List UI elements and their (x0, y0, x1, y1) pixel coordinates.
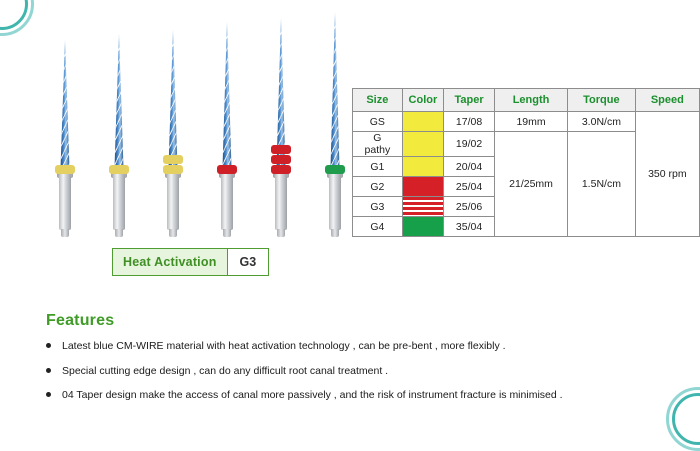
instrument-color-ring (109, 165, 129, 174)
table-header-row (353, 89, 700, 112)
instrument-shank (59, 174, 71, 230)
instrument-blade (320, 12, 350, 168)
instrument-g1 (158, 18, 188, 238)
cell-color (402, 112, 443, 132)
cell-size: G3 (353, 197, 403, 217)
table-header-size: Size (353, 89, 403, 112)
instrument-color-ring (325, 165, 345, 174)
cell-taper: 17/08 (444, 112, 495, 132)
color-swatch-yellow (403, 157, 443, 176)
cell-size: G pathy (353, 132, 403, 157)
cell-speed: 350 rpm (635, 112, 699, 237)
instrument-blade (50, 40, 80, 168)
feature-text: Latest blue CM-WIRE material with heat activation technology , can be pre-bent , more flexibly . (62, 340, 506, 352)
color-swatch-red-striped (403, 197, 443, 216)
cell-size: GS (353, 112, 403, 132)
instrument-shank (329, 174, 341, 230)
list-item (46, 365, 666, 378)
cell-length: 21/25mm (494, 132, 567, 237)
instrument-color-ring (163, 155, 183, 164)
feature-text: 04 Taper design make the access of canal more passively , and the risk of instrument fracture is minimised . (62, 389, 563, 402)
color-swatch-yellow (403, 132, 443, 156)
instrument-blade-flutes (115, 34, 124, 168)
instrument-color-ring (271, 145, 291, 154)
color-swatch-red (403, 177, 443, 196)
cell-taper: 25/06 (444, 197, 495, 217)
table-header-speed: Speed (635, 89, 699, 112)
cell-size: G4 (353, 217, 403, 237)
cell-color (402, 157, 443, 177)
instrument-color-ring (163, 165, 183, 174)
bullet-icon (46, 368, 51, 373)
cell-taper: 19/02 (444, 132, 495, 157)
cell-torque: 3.0N/cm (568, 112, 636, 132)
instrument-shank (275, 174, 287, 230)
decorative-arc-bottom-right-outer (666, 387, 700, 451)
instrument-color-ring (217, 165, 237, 174)
cell-size: G1 (353, 157, 403, 177)
instrument-blade (212, 22, 242, 168)
instrument-g4 (320, 18, 350, 238)
instrument-blade-flutes (331, 12, 340, 168)
instrument-g3 (266, 18, 296, 238)
table-header-taper: Taper (444, 89, 495, 112)
instrument-blade (104, 34, 134, 168)
heat-activation-label: Heat Activation (113, 249, 227, 275)
instrument-color-ring (271, 165, 291, 174)
cell-color (402, 217, 443, 237)
heat-activation-badge (112, 248, 269, 276)
instrument-g-pathy (104, 18, 134, 238)
heat-activation-value: G3 (227, 249, 269, 275)
features-section (46, 312, 666, 414)
cell-taper: 20/04 (444, 157, 495, 177)
instrument-shank (167, 174, 179, 230)
instrument-color-ring (55, 165, 75, 174)
features-title: Features (46, 312, 115, 329)
instrument-shank (221, 174, 233, 230)
instrument-g2 (212, 18, 242, 238)
cell-color (402, 132, 443, 157)
list-item (46, 389, 666, 402)
cell-taper: 35/04 (444, 217, 495, 237)
instrument-color-ring (271, 155, 291, 164)
instrument-blade (158, 30, 188, 168)
cell-size: G2 (353, 177, 403, 197)
cell-color (402, 177, 443, 197)
instrument-gs (50, 18, 80, 238)
instrument-blade-flutes (61, 40, 70, 168)
cell-torque: 1.5N/cm (568, 132, 636, 237)
instrument-shank (113, 174, 125, 230)
list-item (46, 340, 666, 353)
instrument-illustration-group (28, 18, 328, 238)
bullet-icon (46, 392, 51, 397)
color-swatch-green (403, 217, 443, 236)
cell-taper: 25/04 (444, 177, 495, 197)
color-swatch-yellow (403, 112, 443, 131)
features-list (46, 340, 666, 402)
table-header-color: Color (402, 89, 443, 112)
bullet-icon (46, 343, 51, 348)
instrument-blade-flutes (223, 22, 232, 168)
cell-color (402, 197, 443, 217)
table-row (353, 112, 700, 132)
instrument-blade-flutes (169, 30, 178, 168)
table-header-length: Length (494, 89, 567, 112)
cell-length: 19mm (494, 112, 567, 132)
table-header-torque: Torque (568, 89, 636, 112)
specification-table (352, 88, 700, 237)
feature-text: Special cutting edge design , can do any difficult root canal treatment . (62, 364, 389, 377)
